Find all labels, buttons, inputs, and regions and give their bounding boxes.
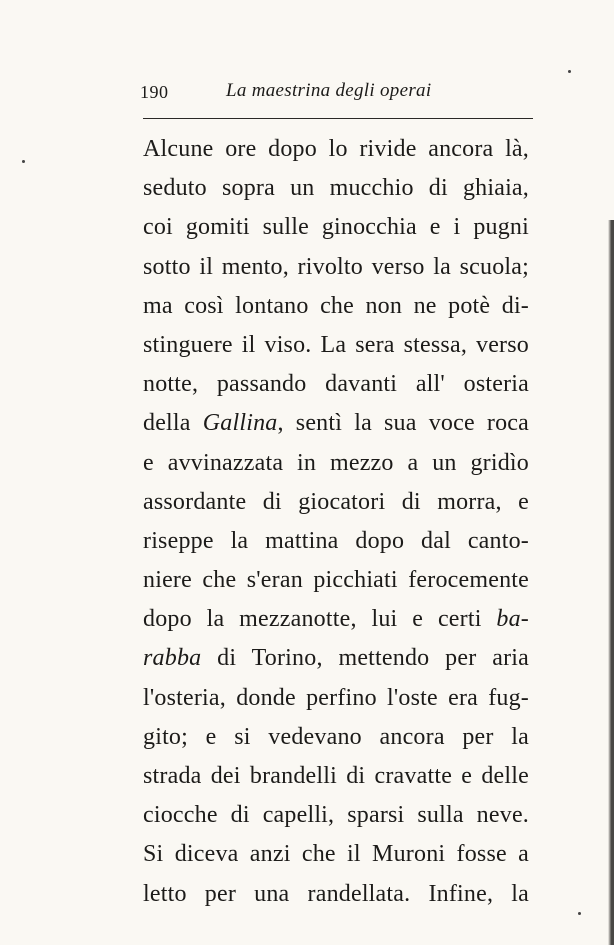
text-line: gito; e si vedevano ancora per la xyxy=(143,723,529,750)
text-line: rabba di Torino, mettendo per aria xyxy=(143,645,529,672)
text-line: letto per una randellata. Infine, la xyxy=(143,880,529,907)
text-line: Alcune ore dopo lo rivide ancora là, xyxy=(143,136,529,162)
running-title: La maestrina degli operai xyxy=(226,80,432,101)
text-line: stinguere il viso. La sera stessa, verso xyxy=(143,331,529,358)
header-rule xyxy=(143,118,533,119)
text-line: e avvinazzata in mezzo a un gridìo xyxy=(143,449,529,476)
text-line: Si diceva anzi che il Muroni fosse a xyxy=(143,841,529,868)
paper-speck xyxy=(578,912,581,915)
text-line: della Gallina, sentì la sua voce roca xyxy=(143,410,529,437)
text-line: notte, passando davanti all' osteria xyxy=(143,371,529,398)
text-line: riseppe la mattina dopo dal canto- xyxy=(143,527,529,554)
text-line: sotto il mento, rivolto verso la scuola; xyxy=(143,253,529,280)
text-line: ciocche di capelli, sparsi sulla neve. xyxy=(143,802,529,829)
paper-speck xyxy=(22,160,25,163)
page-header xyxy=(140,80,538,110)
text-line: seduto sopra un mucchio di ghiaia, xyxy=(143,175,529,202)
page-number: 190 xyxy=(140,82,169,102)
text-line: coi gomiti sulle ginocchia e i pugni xyxy=(143,214,529,241)
text-line: assordante di giocatori di morra, e xyxy=(143,488,529,515)
body-text xyxy=(143,130,529,914)
text-line: ma così lontano che non ne potè di- xyxy=(143,292,529,319)
text-line: niere che s'eran picchiati ferocemente xyxy=(143,567,529,594)
text-line: l'osteria, donde perfino l'oste era fug- xyxy=(143,684,529,711)
paper-speck xyxy=(568,70,571,73)
text-line: dopo la mezzanotte, lui e certi ba- xyxy=(143,606,529,633)
text-line: strada dei brandelli di cravatte e delle xyxy=(143,763,529,789)
page-edge-shadow xyxy=(608,220,614,945)
